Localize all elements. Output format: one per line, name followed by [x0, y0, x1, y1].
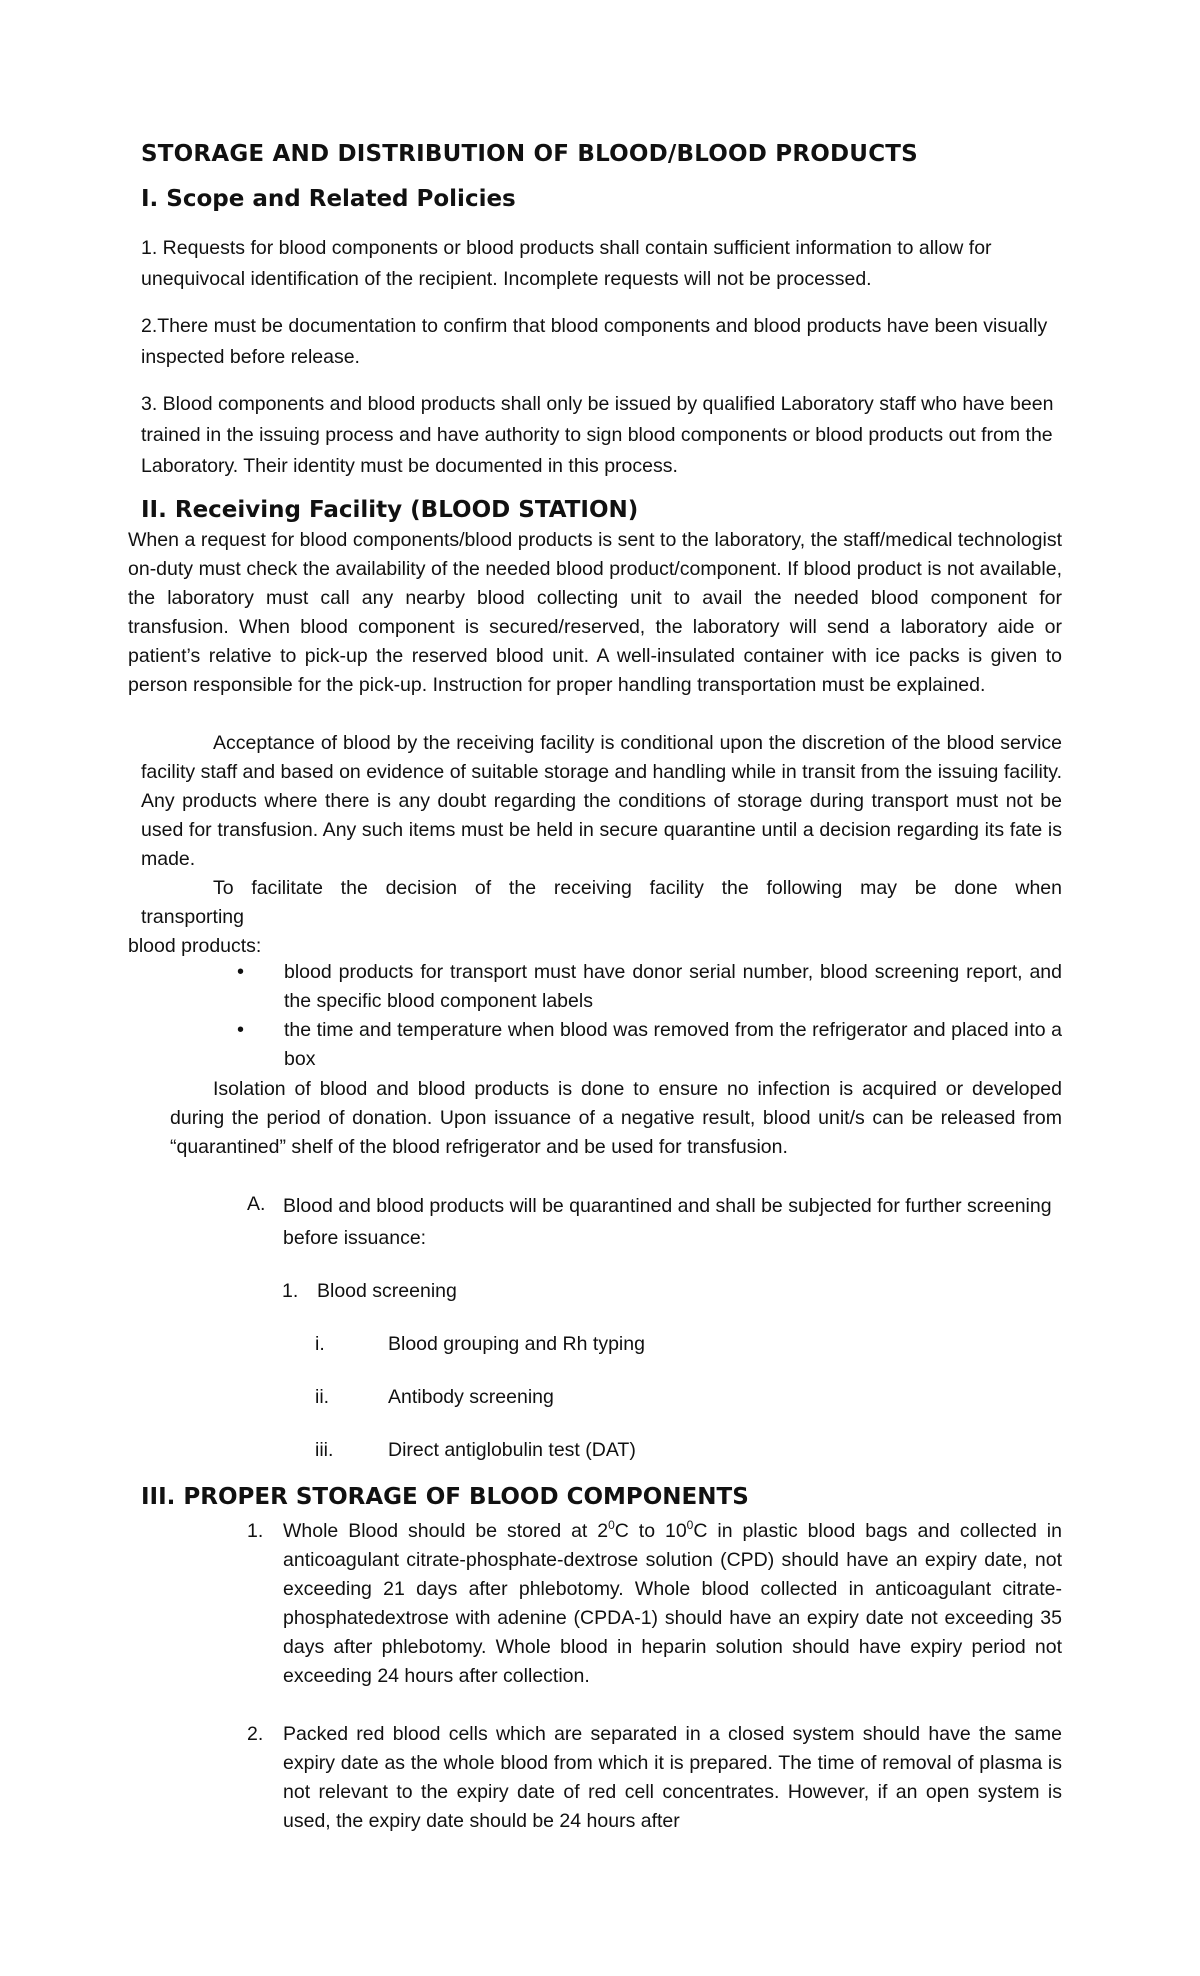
list-marker: A. [247, 1193, 266, 1215]
receiving-paragraph-acceptance: Acceptance of blood by the receiving facility is conditional upon the discretion of the blood service facility staff and based on evidence of suitable storage and handling while in transit from the issuing facility. Any products where there is any doubt regarding the conditions of storage during transport must not be used for transfusion. Any such items must be held in secure quarantine until a decision regarding its fate is made. [141, 732, 1062, 870]
scope-paragraph-2: 2.There must be documentation to confirm that blood components and blood products have been visually inspected before release. [141, 315, 1048, 368]
transport-bullet-list [237, 958, 1062, 1074]
blood-screening-text: Blood screening [317, 1280, 457, 1302]
bullet-text: the time and temperature when blood was removed from the refrigerator and placed into a box [284, 1019, 1062, 1070]
isolation-paragraph: Isolation of blood and blood products is done to ensure no infection is acquired or developed during the period of donation. Upon issuance of a negative result, blood unit/s can be released from “quarantined” shelf of the blood refrigerator and be used for transfusion. [170, 1078, 1062, 1158]
receiving-paragraph-facilitate [128, 874, 1062, 961]
scope-paragraph-1: 1. Requests for blood components or blood products shall contain sufficient information to allow for unequivocal identification of the recipient. Incomplete requests will not be processed. [141, 237, 992, 290]
subitem-text: Direct antiglobulin test (DAT) [388, 1439, 636, 1461]
section-heading-proper-storage: III. PROPER STORAGE OF BLOOD COMPONENTS [141, 1484, 749, 1510]
bullet-text: blood products for transport must have donor serial number, blood screening report, and the specific blood component labels [284, 961, 1062, 1012]
list-marker: iii. [315, 1439, 334, 1461]
section-heading-scope: I. Scope and Related Policies [141, 186, 516, 212]
receiving-paragraph-request: When a request for blood components/blood products is sent to the laboratory, the staff/medical technologist on-duty must check the availability of the needed blood product/component. If blood product is not available, the laboratory must call any nearby blood collecting unit to avail the needed blood component for transfusion. When blood component is secured/reserved, the laboratory will send a laboratory aide or patient’s relative to pick-up the reserved blood unit. A well-insulated container with ice packs is given to person responsible for the pick-up. Instruction for proper handling transportation must be explained. [128, 529, 1062, 696]
section-heading-receiving-facility: II. Receiving Facility (BLOOD STATION) [141, 497, 639, 523]
list-marker: i. [315, 1333, 325, 1355]
list-marker: 1. [282, 1280, 299, 1302]
subitem-text: Antibody screening [388, 1386, 554, 1408]
subitem-text: Blood grouping and Rh typing [388, 1333, 645, 1355]
list-marker: ii. [315, 1386, 330, 1408]
facilitate-line-2: transporting [141, 906, 244, 928]
facilitate-line-3: blood products: [128, 935, 262, 957]
whole-blood-text-part: C to 10 [614, 1520, 687, 1542]
whole-blood-text-part: Whole Blood should be stored at 2 [283, 1520, 609, 1542]
document-title: STORAGE AND DISTRIBUTION OF BLOOD/BLOOD PRODUCTS [141, 141, 918, 167]
packed-red-cells-text: Packed red blood cells which are separated in a closed system should have the same expiry date as the whole blood from which it is prepared. The time of removal of plasma is not relevant to the expiry date of red cell concentrates. However, if an open system is used, the expiry date should be 24 hours after [283, 1723, 1062, 1832]
list-marker: 1. [247, 1520, 264, 1542]
quarantine-text: Blood and blood products will be quarantined and shall be subjected for further screening before issuance: [283, 1195, 1052, 1249]
list-item [237, 1016, 1062, 1074]
facilitate-line-1: To facilitate the decision of the receiving facility the following may be done when [213, 877, 1062, 899]
list-marker: 2. [247, 1723, 264, 1745]
bullet-icon: • [237, 961, 245, 983]
whole-blood-text [283, 1517, 1062, 1691]
superscript: 0 [608, 1518, 615, 1532]
bullet-icon: • [237, 1019, 245, 1041]
whole-blood-text-part: C in plastic blood bags and collected in anticoagulant citrate-phosphate-dextrose solution (CPD) should have an expiry date, not exceeding 21 days after phlebotomy. Whole blood collected in anticoagulant citrate-phosphatedextrose with adenine (CPDA-1) should have an expiry date not exceeding 35 days after phlebotomy. Whole blood in heparin solution should have expiry period not exceeding 24 hours after collection. [283, 1520, 1062, 1687]
superscript: 0 [686, 1518, 694, 1532]
scope-paragraph-3: 3. Blood components and blood products shall only be issued by qualified Laboratory staff who have been trained in the issuing process and have authority to sign blood components or blood products out from the Laboratory. Their identity must be documented in this process. [141, 393, 1054, 477]
list-item [237, 958, 1062, 1016]
